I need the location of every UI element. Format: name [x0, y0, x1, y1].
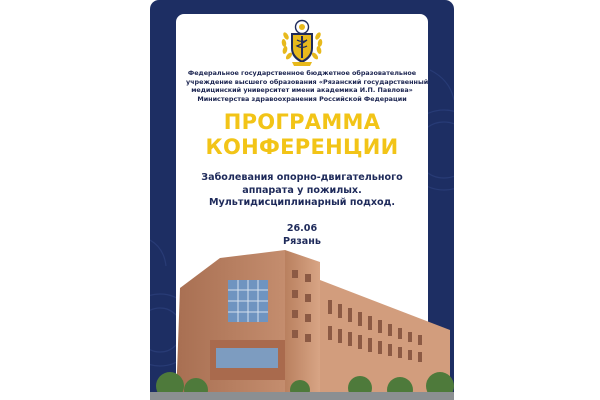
organization-name	[186, 69, 428, 103]
page-title	[176, 110, 428, 160]
topic-line: аппарата у пожилых.	[242, 184, 362, 196]
university-building-photo	[150, 240, 454, 400]
topic-line: Заболевания опорно-двигательного	[201, 172, 403, 183]
title-line: ПРОГРАММА	[223, 110, 381, 134]
university-emblem-icon	[279, 18, 325, 68]
event-city: Рязань	[283, 236, 321, 247]
event-date: 26.06	[286, 223, 318, 234]
organization-line: медицинский университет имени академика И.П. Павлова»	[191, 86, 413, 95]
title-line: КОНФЕРЕНЦИИ	[205, 135, 399, 159]
conference-program-cover	[150, 0, 454, 400]
organization-line: Министерства здравоохранения Российской Федерации	[197, 94, 407, 103]
conference-topic	[176, 172, 428, 210]
organization-line: учреждение высшего образования «Рязанский государственный	[186, 77, 428, 86]
organization-line: Федеральное государственное бюджетное образовательное	[187, 69, 417, 77]
topic-line: Мультидисциплинарный подход.	[208, 197, 396, 209]
